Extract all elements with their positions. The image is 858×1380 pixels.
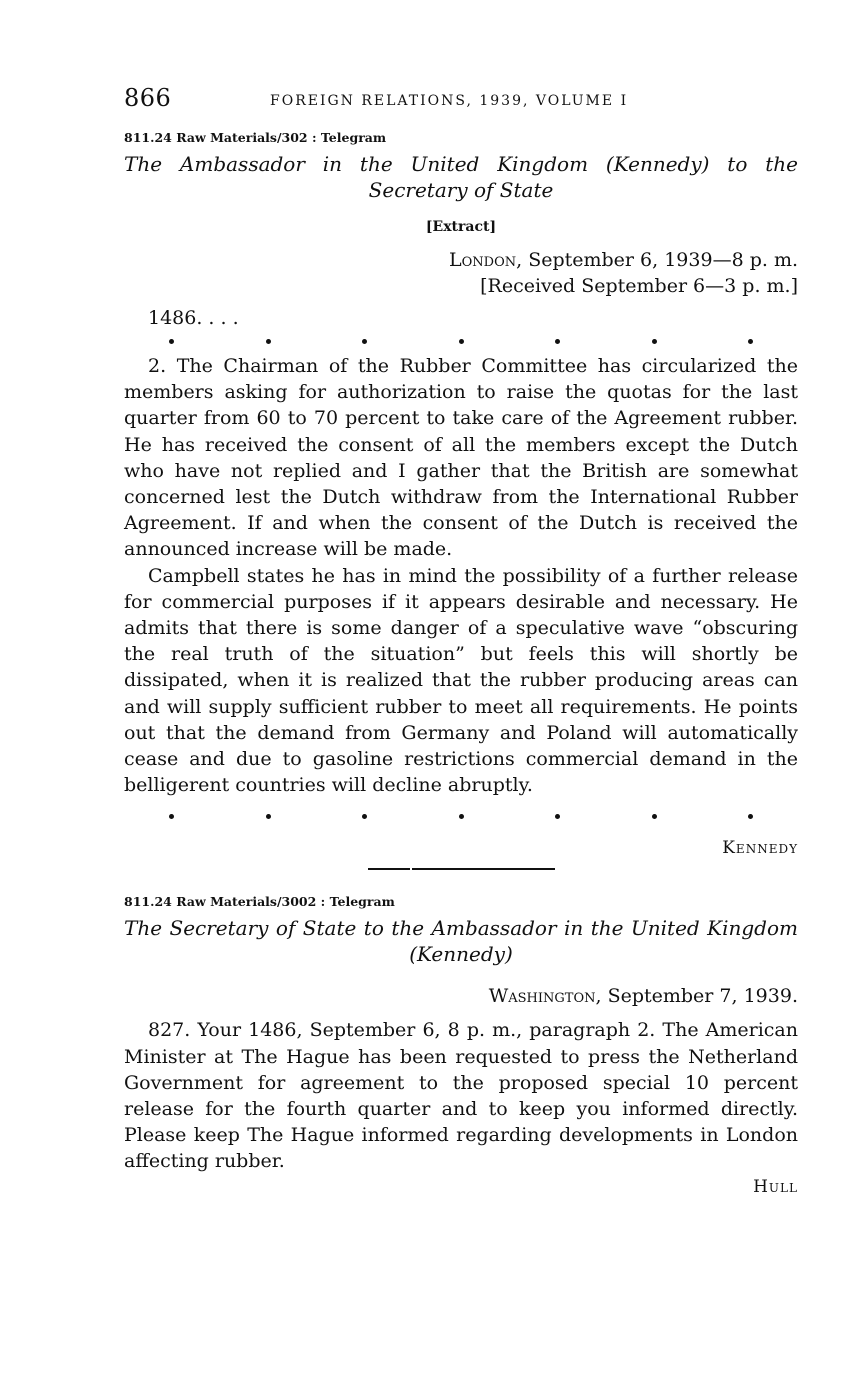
divider-segment bbox=[368, 868, 410, 870]
doc1-extract-label: [Extract] bbox=[425, 219, 497, 235]
ellipsis-dot bbox=[362, 814, 367, 819]
ellipsis-dot bbox=[555, 814, 560, 819]
doc1-date: , September 6, 1939—8 p. m. bbox=[516, 249, 798, 271]
doc1-heading: The Ambassador in the United Kingdom (Kennedy) to the Secretary of State bbox=[124, 152, 798, 202]
ellipsis-dot bbox=[169, 339, 174, 344]
doc1-telegram-number: 1486. . . . bbox=[148, 307, 239, 329]
doc1-reference: 811.24 Raw Materials/302 : Telegram bbox=[124, 130, 387, 145]
doc1-received: [Received September 6—3 p. m.] bbox=[480, 275, 798, 297]
ellipsis-dot bbox=[652, 339, 657, 344]
running-head bbox=[124, 84, 798, 120]
ellipsis-dot bbox=[266, 814, 271, 819]
ellipsis-row bbox=[124, 329, 798, 353]
ellipsis-dot bbox=[748, 814, 753, 819]
doc2-place: Washington bbox=[488, 985, 596, 1008]
ellipsis-dot bbox=[459, 339, 464, 344]
doc1-paragraph-2: Campbell states he has in mind the possibility of a further release for commercial purposes if it appears desirable and necessary. He admits that there is some danger of a speculative wave “obscuring the real truth of the situation” but feels this will shortly be dissipated, when it is realized that the rubber producing areas can and will supply sufficient rubber to meet all requirements. He points out that the demand from Germany and Poland will automatically cease and due to gasoline restrictions commercial demand in the belligerent countries will decline abruptly. bbox=[124, 564, 798, 797]
doc2-date: , September 7, 1939. bbox=[595, 985, 798, 1008]
document-page bbox=[124, 84, 798, 1197]
doc2-reference: 811.24 Raw Materials/3002 : Telegram bbox=[124, 894, 395, 910]
running-title: FOREIGN RELATIONS, 1939, VOLUME I bbox=[270, 93, 629, 109]
ellipsis-dot bbox=[555, 339, 560, 344]
ellipsis-dot bbox=[459, 814, 464, 819]
doc2-heading: The Secretary of State to the Ambassador in the United Kingdom (Kennedy) bbox=[124, 916, 798, 967]
section-divider bbox=[124, 868, 798, 874]
doc1-paragraph-1: 2. The Chairman of the Rubber Committee has circularized the members asking for authorization to raise the quotas for the last quarter from 60 to 70 percent to take care of the Agreement rubber. He has received the consent of all the members except the Dutch who have not replied and I gather that the British are somewhat concerned lest the Dutch withdraw from the International Rubber Agreement. If and when the consent of the Dutch is received the announced increase will be made. bbox=[124, 355, 798, 561]
ellipsis-dot bbox=[169, 814, 174, 819]
page-number: 866 bbox=[124, 84, 172, 112]
ellipsis-dot bbox=[652, 814, 657, 819]
doc2-paragraph: 827. Your 1486, September 6, 8 p. m., paragraph 2. The American Minister at The Hague has been requested to press the Netherland Government for agreement to the proposed special 10 percent release for the fourth quarter and to keep you informed directly. Please keep The Hague informed regarding developments in London affecting rubber. bbox=[124, 1019, 798, 1173]
doc1-place: London bbox=[449, 249, 517, 271]
ellipsis-dot bbox=[266, 339, 271, 344]
ellipsis-dot bbox=[748, 339, 753, 344]
doc1-signature: Kennedy bbox=[722, 838, 798, 859]
doc2-dateline bbox=[124, 983, 798, 1009]
doc2-signature: Hull bbox=[753, 1176, 798, 1197]
doc1-dateline bbox=[124, 247, 798, 273]
ellipsis-row bbox=[124, 804, 798, 828]
divider-segment bbox=[412, 868, 555, 870]
ellipsis-dot bbox=[362, 339, 367, 344]
